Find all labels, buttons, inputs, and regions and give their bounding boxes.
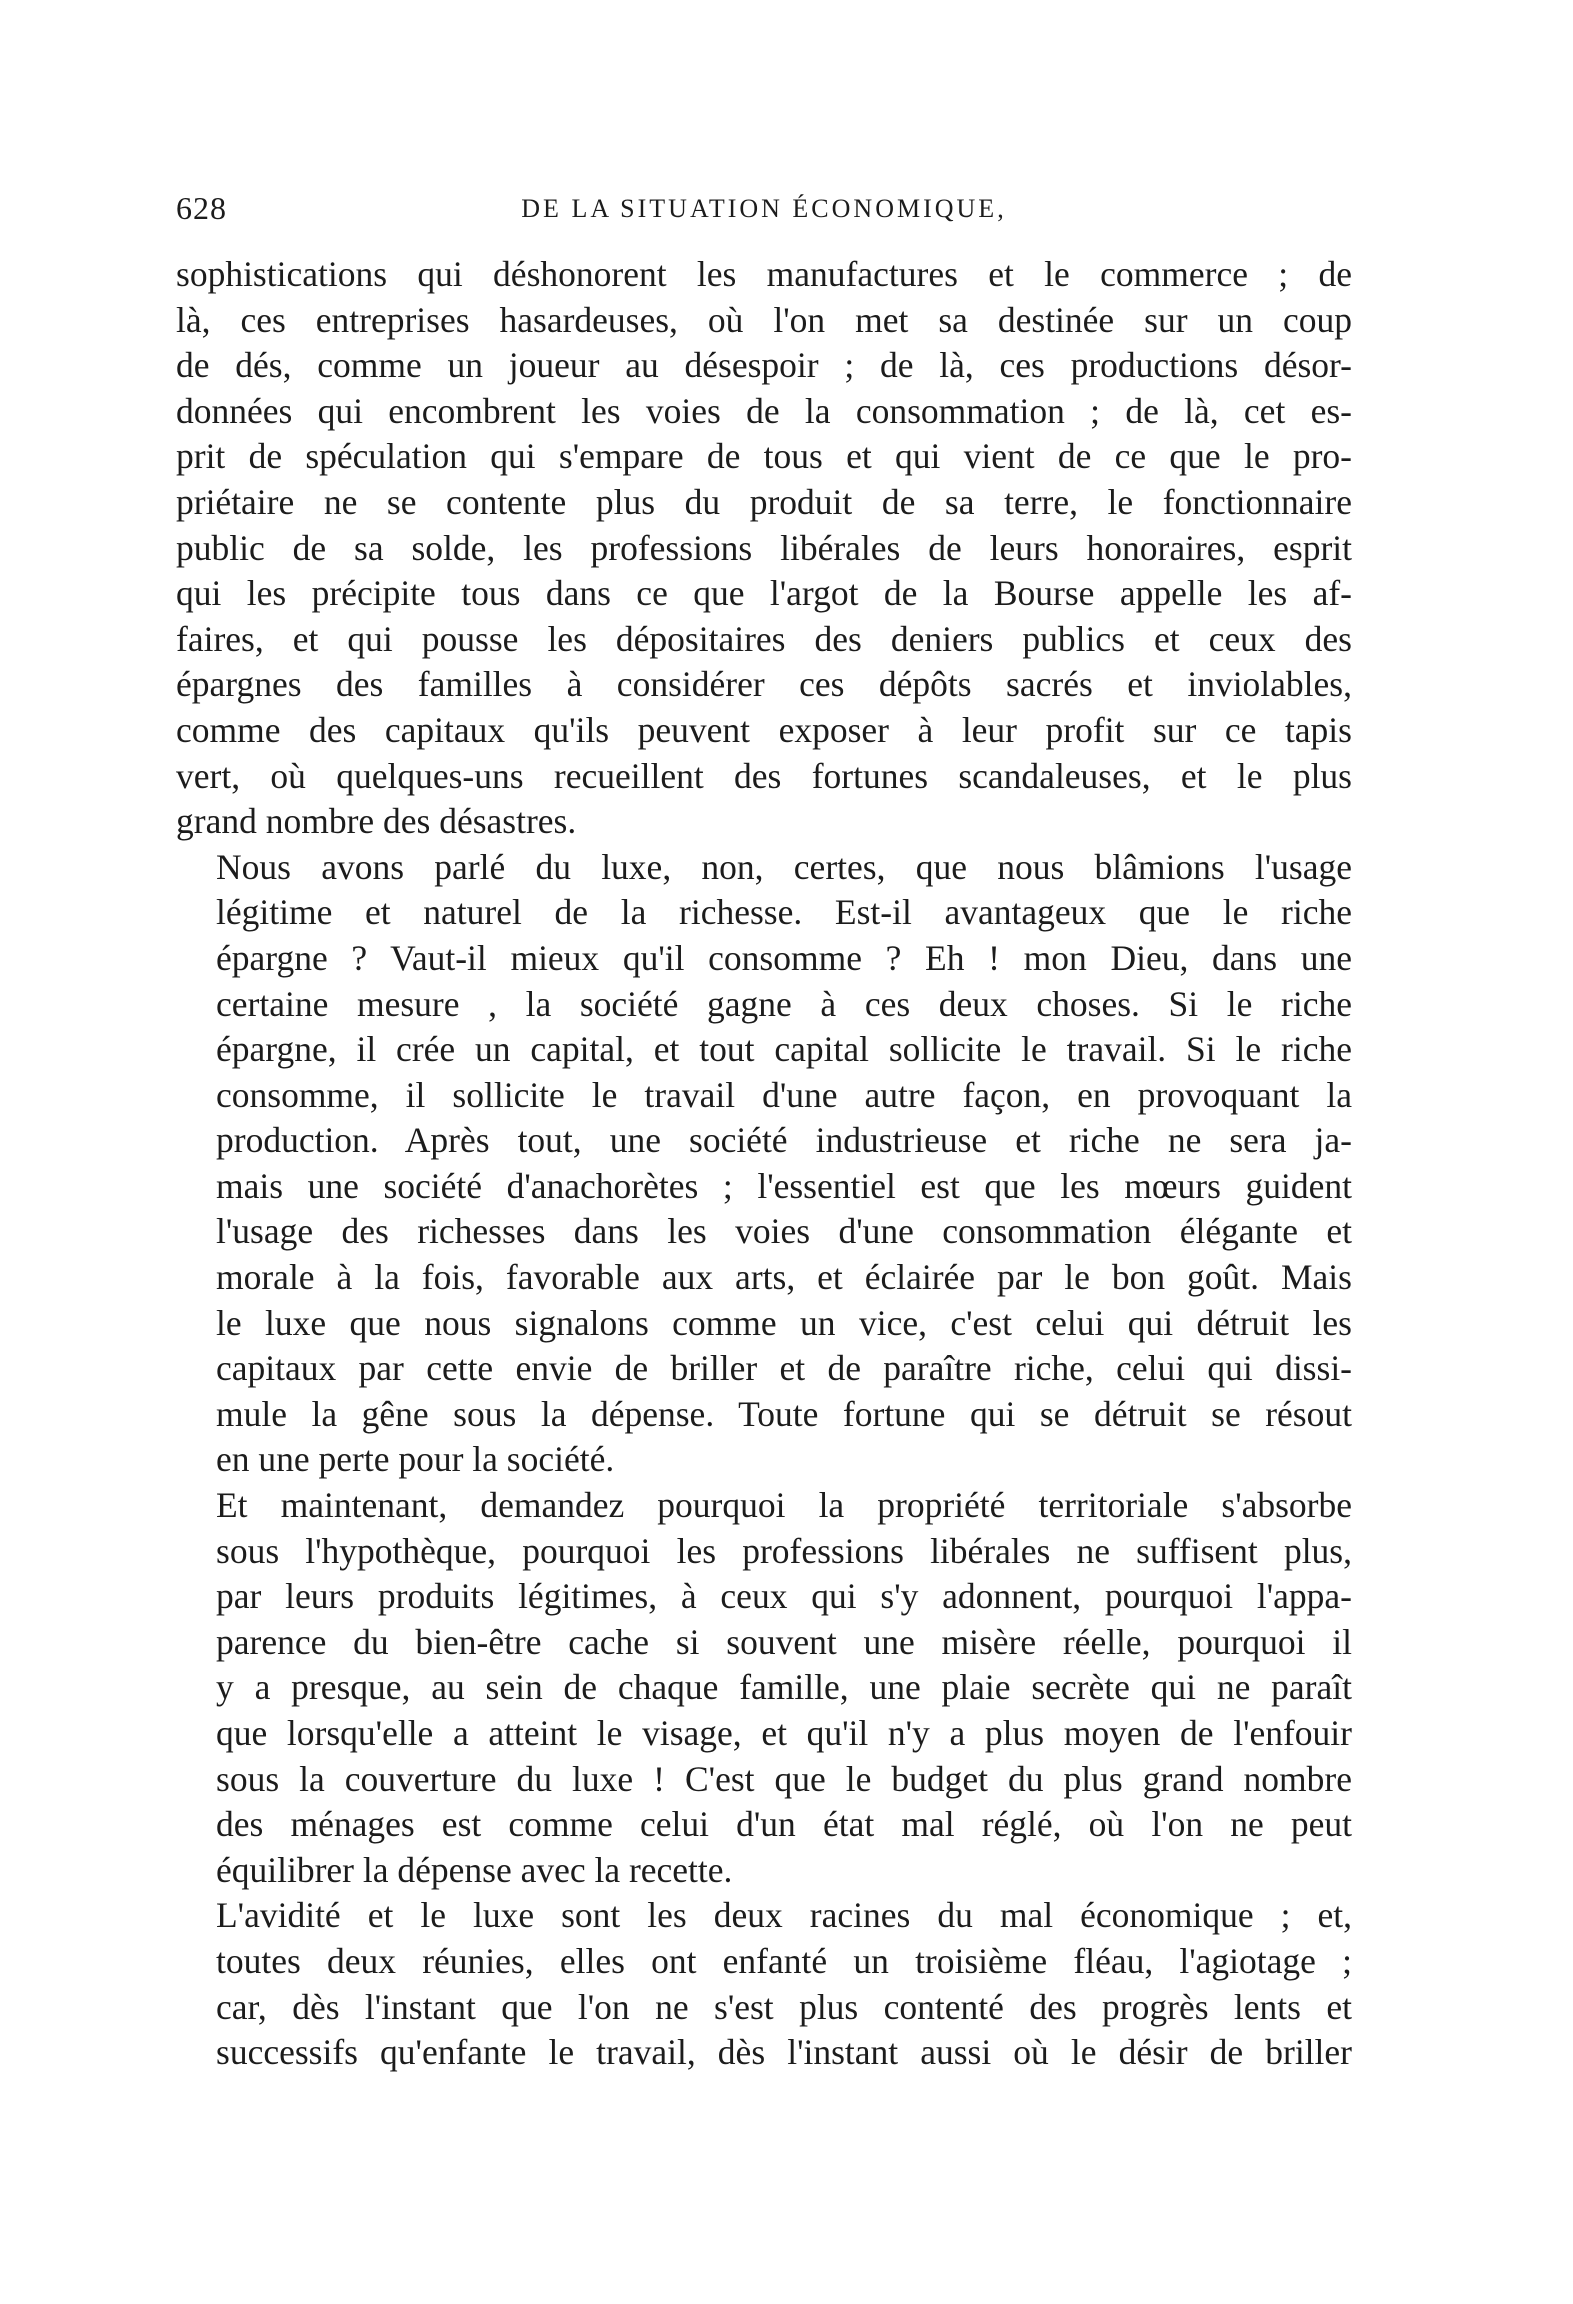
text-line: successifs qu'enfante le travail, dès l'instant aussi où le désir de briller <box>216 2032 1352 2073</box>
body-text <box>176 252 1352 2076</box>
text-line: l'usage des richesses dans les voies d'une consommation élégante et <box>216 1211 1352 1252</box>
text-line: des ménages est comme celui d'un état mal réglé, où l'on ne peut <box>216 1804 1352 1845</box>
text-line: prit de spéculation qui s'empare de tous et qui vient de ce que le pro- <box>176 436 1352 477</box>
text-line: comme des capitaux qu'ils peuvent exposer à leur profit sur ce tapis <box>176 709 1352 750</box>
text-line: production. Après tout, une société industrieuse et riche ne sera ja- <box>216 1120 1352 1161</box>
text-line: sophistications qui déshonorent les manufactures et le commerce ; de <box>176 254 1352 294</box>
text-line: y a presque, au sein de chaque famille, une plaie secrète qui ne paraît <box>216 1667 1352 1708</box>
text-line: Et maintenant, demandez pourquoi la propriété territoriale s'absorbe <box>216 1485 1352 1526</box>
text-line: toutes deux réunies, elles ont enfanté un troisième fléau, l'agiotage ; <box>216 1940 1352 1981</box>
page-number: 628 <box>176 190 227 226</box>
text-line: consomme, il sollicite le travail d'une autre façon, en provoquant la <box>216 1074 1352 1115</box>
text-line: faires, et qui pousse les dépositaires des deniers publics et ceux des <box>176 618 1352 659</box>
text-line: épargnes des familles à considérer ces dépôts sacrés et inviolables, <box>176 664 1352 705</box>
text-line: certaine mesure , la société gagne à ces deux choses. Si le riche <box>216 983 1352 1024</box>
text-line: légitime et naturel de la richesse. Est-il avantageux que le riche <box>216 892 1352 933</box>
text-line: de dés, comme un joueur au désespoir ; de là, ces productions désor- <box>176 345 1352 386</box>
paragraph <box>176 845 1352 1483</box>
text-line: épargne, il crée un capital, et tout capital sollicite le travail. Si le riche <box>216 1029 1352 1070</box>
text-line: capitaux par cette envie de briller et de paraître riche, celui qui dissi- <box>216 1348 1352 1389</box>
text-line: car, dès l'instant que l'on ne s'est plus contenté des progrès lents et <box>216 1986 1352 2027</box>
text-line: priétaire ne se contente plus du produit de sa terre, le fonctionnaire <box>176 481 1352 522</box>
text-line: mais une société d'anachorètes ; l'essentiel est que les mœurs guident <box>216 1165 1352 1206</box>
text-line: équilibrer la dépense avec la recette. <box>216 1849 733 1890</box>
text-line: sous la couverture du luxe ! C'est que le budget du plus grand nombre <box>216 1758 1352 1799</box>
text-line: données qui encombrent les voies de la consommation ; de là, cet es- <box>176 390 1352 431</box>
text-line: public de sa solde, les professions libérales de leurs honoraires, esprit <box>176 527 1352 568</box>
paragraph <box>176 1483 1352 1893</box>
text-line: épargne ? Vaut-il mieux qu'il consomme ? Eh ! mon Dieu, dans une <box>216 937 1352 978</box>
text-line: mule la gêne sous la dépense. Toute fortune qui se détruit se résout <box>216 1393 1352 1434</box>
text-line: parence du bien-être cache si souvent une misère réelle, pourquoi il <box>216 1621 1352 1662</box>
text-line: le luxe que nous signalons comme un vice, c'est celui qui détruit les <box>216 1302 1352 1343</box>
text-line: en une perte pour la société. <box>216 1439 615 1480</box>
text-line: là, ces entreprises hasardeuses, où l'on met sa destinée sur un coup <box>176 299 1352 340</box>
page-header <box>176 190 1352 240</box>
text-line: grand nombre des désastres. <box>176 801 577 842</box>
text-line: vert, où quelques-uns recueillent des fortunes scandaleuses, et le plus <box>176 755 1352 796</box>
text-line: sous l'hypothèque, pourquoi les professions libérales ne suffisent plus, <box>216 1530 1352 1571</box>
paragraph <box>176 252 1352 845</box>
text-line: par leurs produits légitimes, à ceux qui s'y adonnent, pourquoi l'appa- <box>216 1576 1352 1617</box>
running-head: DE LA SITUATION ÉCONOMIQUE, <box>521 194 1007 223</box>
text-line: morale à la fois, favorable aux arts, et éclairée par le bon goût. Mais <box>216 1257 1352 1298</box>
text-line: que lorsqu'elle a atteint le visage, et qu'il n'y a plus moyen de l'enfouir <box>216 1713 1352 1753</box>
text-line: L'avidité et le luxe sont les deux racines du mal économique ; et, <box>216 1895 1352 1936</box>
paragraph <box>176 1893 1352 2075</box>
text-line: qui les précipite tous dans ce que l'argot de la Bourse appelle les af- <box>176 573 1352 614</box>
text-line: Nous avons parlé du luxe, non, certes, que nous blâmions l'usage <box>216 846 1352 887</box>
